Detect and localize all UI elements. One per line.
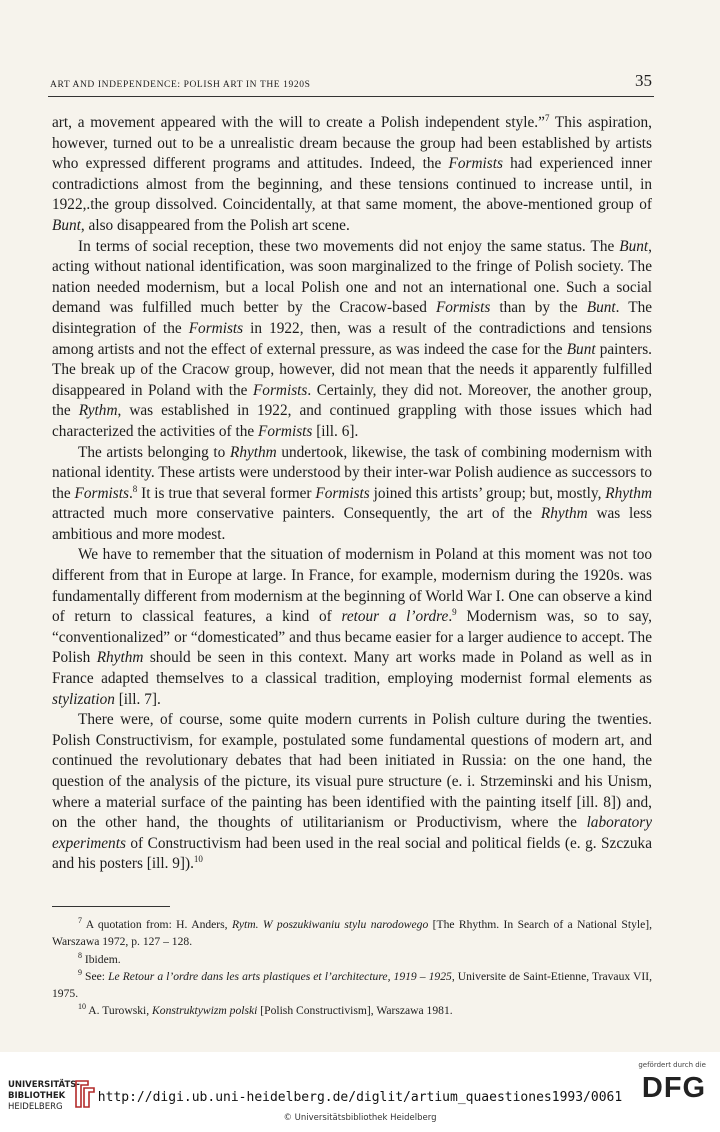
- paragraph-3: The artists belonging to Rhythm undertook, likewise, the task of combining modernism with national identity. These artists were understood by their inter-war Polish audience as successors to the Formists.$^8$ It is true that several former Formists joined this artists’ group; but, mostly, Rhythm attracted much more conservative painters. Consequently, the art of the Rhythm was less ambitious and more modest.: [52, 443, 652, 543]
- footnote-ref-8[interactable]: 8: [132, 483, 138, 494]
- dfg-logo-icon[interactable]: [638, 1072, 710, 1102]
- running-header: [48, 71, 654, 97]
- copyright-notice: © Universitätsbibliothek Heidelberg: [283, 1113, 437, 1123]
- paragraph-2: In terms of social reception, these two movements did not enjoy the same status. The Bunt, acting without national identification, was soon marginalized to the fringe of Polish society. The nation needed modernism, but a local Polish one and not an international one. Such a social demand was fulfilled much better by the Cracow-based Formists than by the Bunt. The disintegration of the Formists in 1922, then, was a result of the contradictions and tensions among artists and not the effect of external pressure, as was indeed the case for the Bunt painters. The break up of the Cracow group, however, did not mean that the needs it apparently fulfilled disappeared in Poland with the Formists. Certainly, they did not. Moreover, the another group, the Rythm, was established in 1922, and continued grappling with those issues which had characterized the activities of the Formists [ill. 6].: [52, 237, 653, 440]
- paragraph-4: We have to remember that the situation of modernism in Poland at this moment was not too different from that in Europe at large. In France, for example, modernism during the 1920s. was fundamentally different from modernism at the beginning of World War I. One can observe a kind of return to classical features, a kind of retour a l’ordre.$^9$ Modernism was, so to say, “conventionalized” or “domesticated” and thus became easier for a larger audience to accept. The Polish Rhythm should be seen in this context. Many art works made in Poland as well as in France adapted themselves to a classical tradition, employing modernist formal elements as stylization [ill. 7].: [52, 546, 652, 708]
- paragraph-5: There were, of course, some quite modern currents in Polish culture during the twenties. Polish Constructivism, for example, postulated some fundamental questions of modern art, and continued the revolutionary debates that had been initiated in Russia: on the one hand, the question of the analysis of the picture, its visual pure structure (e. i. Strzeminski and his Unism, where a material surface of the painting has been identified with the painting itself [ill. 8]) and, on the other hand, the thoughts of utilitarianism or Productivism, where the laboratory experiments of Constructivism had been used in the real social and political fields (e. g. Szczuka and his posters [ill. 9]).$^{10}$: [52, 711, 652, 873]
- footnote-ref-7[interactable]: 7: [544, 113, 550, 123]
- funding-label: gefördert durch die: [638, 1061, 706, 1069]
- footnote-divider: [52, 906, 170, 907]
- paragraph-1: art, a movement appeared with the will to create a Polish independent style.”$^7$ This aspiration, however, turned out to be a unrealistic dream because the group had been established by artists who expressed different programs and attitudes. Indeed, the Formists had experienced inner contradictions almost from the beginning, and these tensions continued to increase until, in 1922,.the group dissolved. Coincidentally, at that same moment, the above-mentioned group of Bunt, also disappeared from the Polish art scene.: [52, 113, 653, 234]
- footnote-8: $^8$ Ibidem.: [78, 950, 121, 966]
- running-title: ART AND INDEPENDENCE: POLISH ART IN THE 1920S: [50, 80, 311, 90]
- footnote-ref-9[interactable]: 9: [452, 607, 457, 618]
- library-name[interactable]: UNIVERSITÄTS- BIBLIOTHEK HEIDELBERG: [8, 1080, 80, 1112]
- footnote-10: $^{10}$ A. Turowski, Konstruktywizm polski [Polish Constructivism], Warszawa 1981.: [78, 1002, 453, 1018]
- dfg-logo-text: DFG: [641, 1072, 707, 1102]
- page-number: 35: [635, 71, 652, 90]
- footnotes: [52, 916, 652, 1020]
- footnote-ref-10[interactable]: 10: [193, 854, 203, 865]
- digitization-footer: [0, 1052, 720, 1132]
- source-url-link[interactable]: http://digi.ub.uni-heidelberg.de/diglit/artium_quaestiones1993/0061: [97, 1090, 623, 1105]
- footnote-9: $^9$ See: Le Retour a l’ordre dans les arts plastiques et l’architecture, 1919 – 1925, Universite de Saint-Etienne, Travaux VII, 1975.: [52, 967, 653, 1001]
- footnote-7: $^7$ A quotation from: H. Anders, Rytm. W poszukiwaniu stylu narodowego [The Rhythm. In Search of a National Style], Warszawa 1972, p. 127 – 128.: [52, 916, 652, 949]
- body-text: [52, 113, 652, 875]
